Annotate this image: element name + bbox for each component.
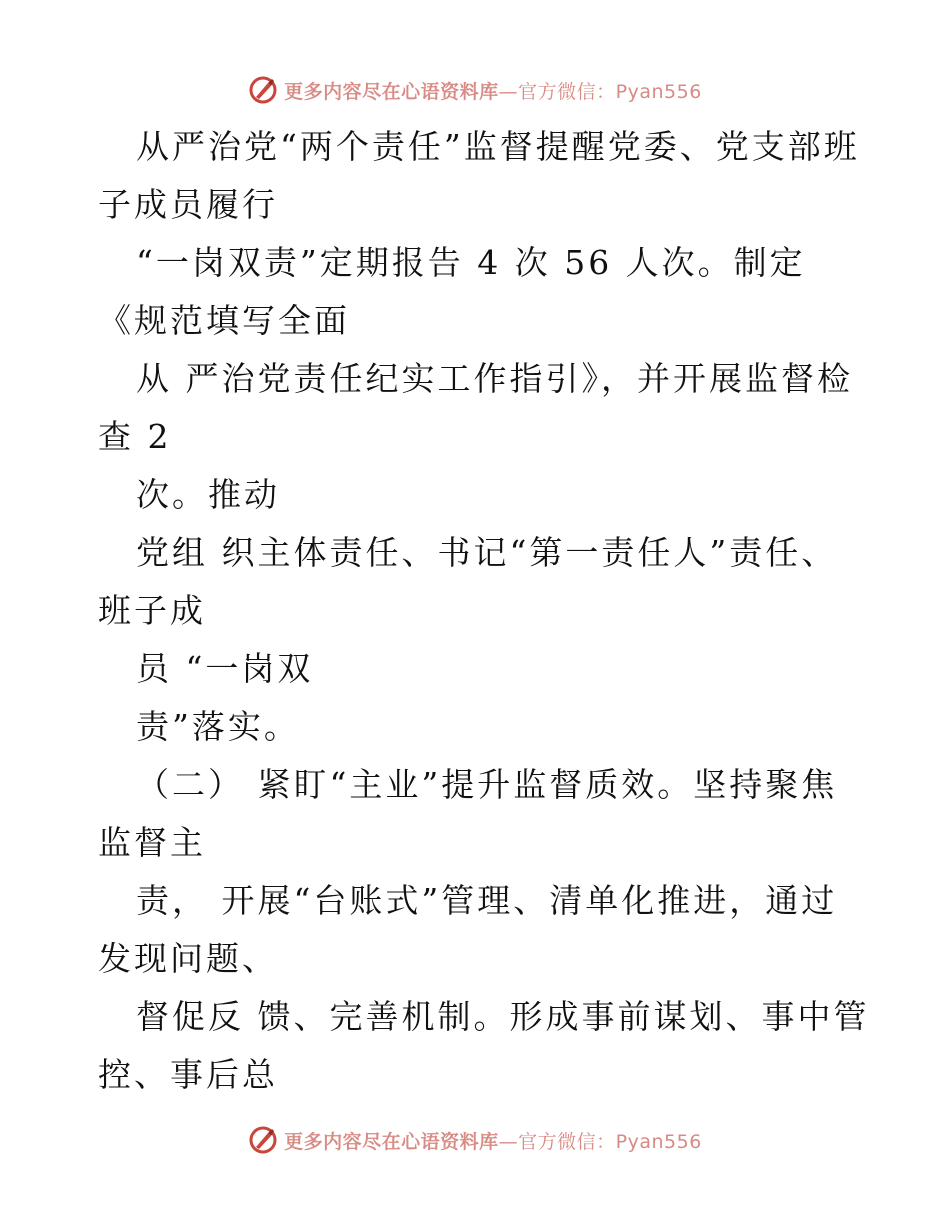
- paragraph-line: 党组 织主体责任、书记“第一责任人”责任、: [136, 533, 838, 572]
- watermark-text: [284, 77, 702, 104]
- watermark-brand: 更多内容尽在心语资料库: [284, 80, 499, 103]
- footer-watermark: [0, 1120, 950, 1160]
- paragraph-line: 班子成: [98, 591, 206, 630]
- paragraph-line: 责， 开展“台账式”管理、清单化推进，通过: [136, 881, 838, 920]
- paragraph-line: 子成员履行: [98, 185, 278, 224]
- paragraph-line: 责”落实。: [136, 707, 300, 746]
- paragraph-line: 次。推动: [136, 475, 280, 514]
- paragraph-line: 发现问题、: [98, 939, 278, 978]
- paragraph-line: 从 严治党责任纪实工作指引》，并开展监督检: [136, 359, 853, 398]
- paragraph-line: 控、事后总: [98, 1055, 278, 1094]
- paragraph-line: “一岗双责”定期报告 4 次 56 人次。制定: [136, 243, 806, 282]
- header-watermark: [0, 70, 950, 110]
- paragraph-line: 员 “一岗双: [136, 649, 314, 688]
- watermark-contact: 官方微信：Pyan556: [518, 1130, 702, 1153]
- watermark-text: [284, 1127, 702, 1154]
- pen-in-circle-icon: [248, 1125, 278, 1155]
- watermark-dash: —: [498, 1130, 519, 1153]
- paragraph-line: 督促反 馈、完善机制。形成事前谋划、事中管: [136, 997, 870, 1036]
- paragraph-line: 从严治党“两个责任”监督提醒党委、党支部班: [136, 127, 860, 166]
- paragraph-line: 查 2: [98, 417, 172, 456]
- paragraph-line: （二） 紧盯“主业”提升监督质效。坚持聚焦: [136, 765, 838, 804]
- watermark-contact: 官方微信：Pyan556: [518, 80, 702, 103]
- document-body: [98, 118, 870, 1104]
- watermark-dash: —: [498, 80, 519, 103]
- paragraph-line: 监督主: [98, 823, 206, 862]
- paragraph-line: 《规范填写全面: [98, 301, 350, 340]
- watermark-brand: 更多内容尽在心语资料库: [284, 1130, 499, 1153]
- pen-in-circle-icon: [248, 75, 278, 105]
